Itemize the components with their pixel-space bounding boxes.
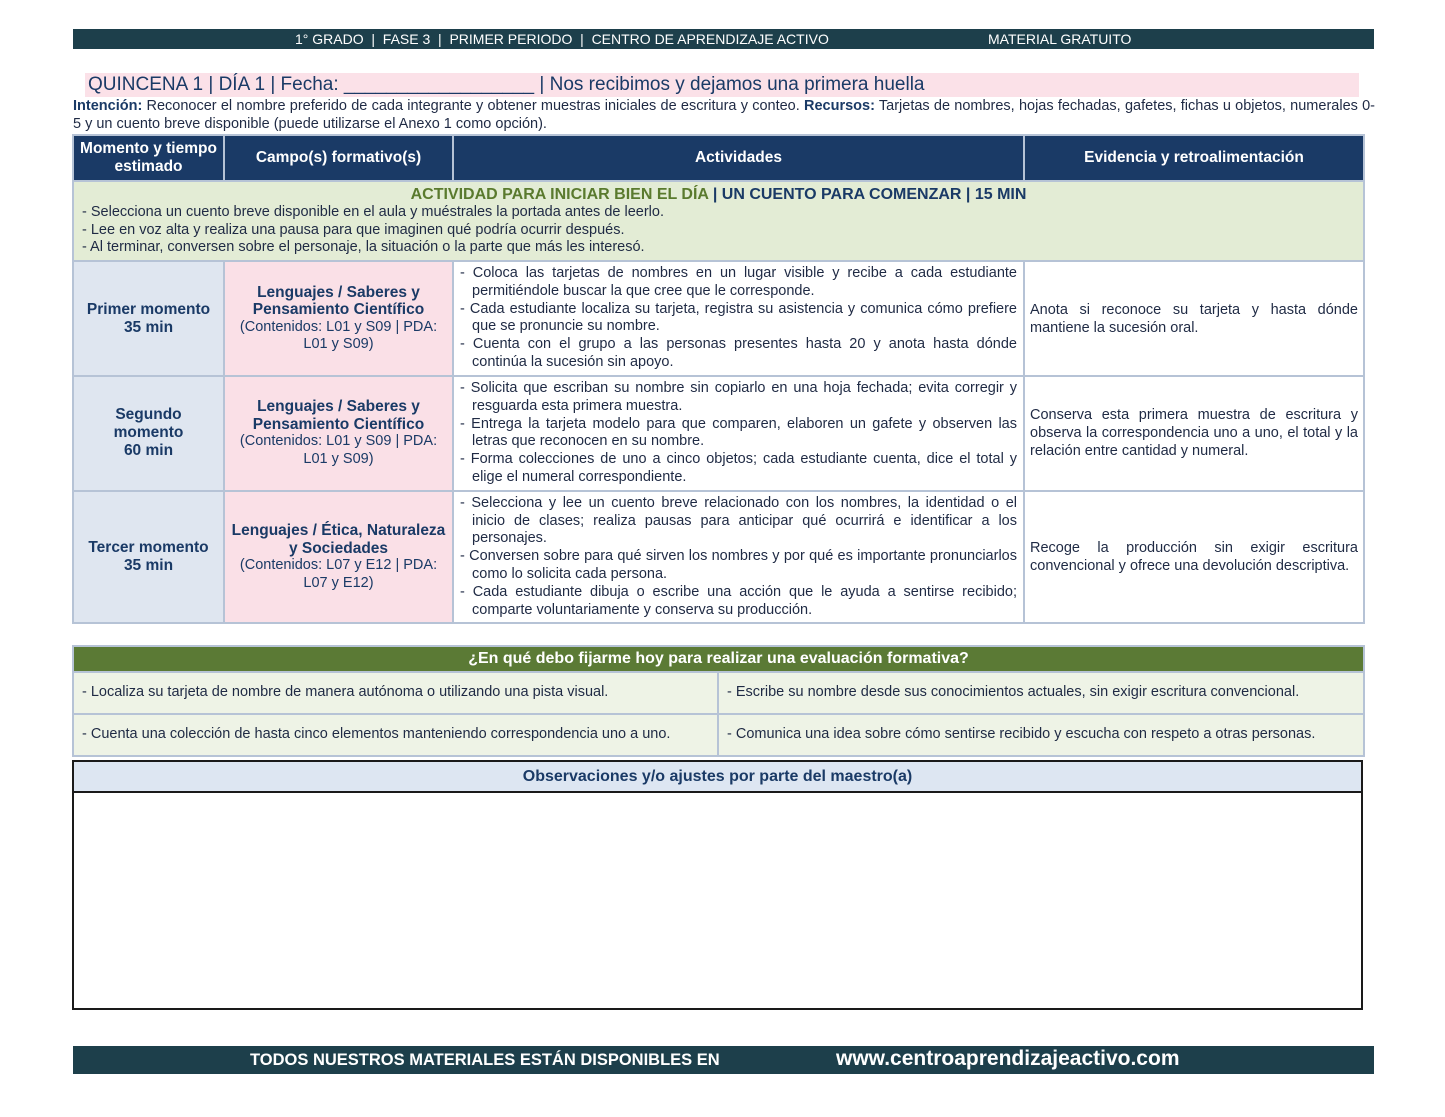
campo-cell <box>224 261 453 376</box>
moment-time: 35 min <box>123 318 174 336</box>
start-activity-cell <box>73 181 1364 261</box>
moment-cell <box>73 376 224 491</box>
start-activity-row <box>73 181 1364 261</box>
observations-title: Observaciones y/o ajustes por parte del maestro(a) <box>74 762 1361 793</box>
observations-box <box>72 760 1363 1010</box>
moment-time: 35 min <box>123 557 174 575</box>
moment-cell <box>73 261 224 376</box>
campo-cell <box>224 491 453 624</box>
moment-label: Segundo momento <box>113 406 184 442</box>
top-header-bar <box>73 29 1374 49</box>
campo-title: Lenguajes / Saberes y Pensamiento Científico <box>252 398 425 433</box>
activities-cell <box>453 376 1024 491</box>
list-item: - Lee en voz alta y realiza una pausa para que imaginen qué podría ocurrir después. <box>82 221 625 238</box>
campo-title: Lenguajes / Saberes y Pensamiento Científico <box>252 283 425 318</box>
list-item: - Cuenta con el grupo a las personas presentes hasta 20 y anota hasta dónde continúa la sucesión sin apoyo. <box>460 336 1017 370</box>
intencion-label: Intención: <box>73 98 143 114</box>
campo-cell <box>224 376 453 491</box>
moment-label: Primer momento <box>86 300 211 318</box>
list-item: - Solicita que escriban su nombre sin copiarlo en una hoja fechada; evita corregir y resguarda esta primera muestra. <box>460 380 1017 414</box>
list-item: - Selecciona un cuento breve disponible en el aula y muéstrales la portada antes de leerlo. <box>82 204 664 220</box>
start-activity-title-navy: | UN CUENTO PARA COMENZAR | 15 MIN <box>708 186 1027 203</box>
campo-contents: (Contenidos: L01 y S09 | PDA: L01 y S09) <box>239 433 438 467</box>
table-row <box>73 261 1364 376</box>
evidence-cell: Conserva esta primera muestra de escritura y observa la correspondencia uno a uno, el total y la relación entre cantidad y numeral. <box>1024 376 1364 491</box>
table-row <box>73 491 1364 624</box>
evidence-cell: Recoge la producción sin exigir escritura convencional y ofrece una devolución descriptiva. <box>1024 491 1364 624</box>
moment-cell <box>73 491 224 624</box>
start-activity-title-green: ACTIVIDAD PARA INICIAR BIEN EL DÍA <box>410 186 709 203</box>
page-title: QUINCENA 1 | DÍA 1 | Fecha: __________________ | Nos recibimos y dejamos una primera huella <box>85 73 1359 97</box>
list-item: - Al terminar, conversen sobre el personaje, la situación o la parte que más les interesó. <box>82 239 645 255</box>
start-activity-list <box>82 204 1355 257</box>
campo-title: Lenguajes / Ética, Naturaleza y Sociedades <box>231 522 446 557</box>
header-momento: Momento y tiempo estimado <box>73 135 224 181</box>
evidence-cell: Anota si reconoce su tarjeta y hasta dónde mantiene la sucesión oral. <box>1024 261 1364 376</box>
moment-time: 60 min <box>123 442 174 460</box>
start-activity-title <box>82 185 1355 204</box>
evaluation-item: - Escribe su nombre desde sus conocimientos actuales, sin exigir escritura convencional. <box>718 672 1364 714</box>
header-campo: Campo(s) formativo(s) <box>224 135 453 181</box>
table-row <box>73 376 1364 491</box>
table-row <box>73 672 1364 714</box>
header-actividades: Actividades <box>453 135 1024 181</box>
moment-label: Tercer momento <box>88 539 209 557</box>
formative-evaluation-table <box>72 645 1365 757</box>
recursos-label: Recursos: <box>804 98 875 114</box>
recursos-text: Tarjetas de nombres, hojas fechadas, gafetes, fichas u objetos, numerales 0-5 y un cuento breve disponible (puede utilizarse el Anexo 1 como opción). <box>73 98 1376 132</box>
activities-cell <box>453 491 1024 624</box>
footer-bar <box>73 1046 1374 1074</box>
evaluation-header-row <box>73 646 1364 672</box>
header-free-material: MATERIAL GRATUITO <box>988 31 1132 47</box>
intencion-text: Reconocer el nombre preferido de cada integrante y obtener muestras iniciales de escritura y conteo. <box>142 98 805 114</box>
list-item: - Entrega la tarjeta modelo para que comparen, elaboren un gafete y observen las letras que reconocen en su nombre. <box>460 415 1017 450</box>
observations-writing-area[interactable] <box>74 793 1361 1008</box>
footer-text: TODOS NUESTROS MATERIALES ESTÁN DISPONIBLES EN <box>250 1051 720 1069</box>
list-item: - Cada estudiante localiza su tarjeta, registra su asistencia y comunica cómo prefiere que se pronuncie su nombre. <box>460 300 1017 335</box>
list-item: - Cada estudiante dibuja o escribe una acción que le ayuda a sentirse recibido; comparte voluntariamente y conserva su producción. <box>460 583 1017 618</box>
evaluation-item: - Comunica una idea sobre cómo sentirse recibido y escucha con respeto a otras personas. <box>718 714 1364 756</box>
header-grade-info: 1° GRADO | FASE 3 | PRIMER PERIODO | CENTRO DE APRENDIZAJE ACTIVO <box>295 31 829 47</box>
list-item: - Forma colecciones de uno a cinco objetos; cada estudiante cuenta, dice el total y elige el numeral correspondiente. <box>460 451 1017 485</box>
footer-url-link[interactable]: www.centroaprendizajeactivo.com <box>836 1047 1180 1070</box>
list-item: - Coloca las tarjetas de nombres en un lugar visible y recibe a cada estudiante permitiéndole buscar la que cree que le corresponde. <box>460 265 1017 299</box>
campo-contents: (Contenidos: L01 y S09 | PDA: L01 y S09) <box>239 318 438 352</box>
intro-paragraph <box>73 98 1375 133</box>
evaluation-item: - Localiza su tarjeta de nombre de manera autónoma o utilizando una pista visual. <box>73 672 718 714</box>
campo-contents: (Contenidos: L07 y E12 | PDA: L07 y E12) <box>239 557 438 591</box>
table-header-row <box>73 135 1364 181</box>
header-evidencia: Evidencia y retroalimentación <box>1024 135 1364 181</box>
list-item: - Selecciona y lee un cuento breve relacionado con los nombres, la identidad o el inicio de clases; realiza pausas para anticipar qué ocurrirá e identificar a los personajes. <box>460 494 1017 547</box>
table-row <box>73 714 1364 756</box>
evaluation-title: ¿En qué debo fijarme hoy para realizar una evaluación formativa? <box>73 646 1364 672</box>
list-item: - Conversen sobre para qué sirven los nombres y por qué es importante pronunciarlos como lo solicita cada persona. <box>460 548 1017 582</box>
evaluation-item: - Cuenta una colección de hasta cinco elementos manteniendo correspondencia uno a uno. <box>73 714 718 756</box>
activities-cell <box>453 261 1024 376</box>
planning-table <box>72 134 1365 624</box>
